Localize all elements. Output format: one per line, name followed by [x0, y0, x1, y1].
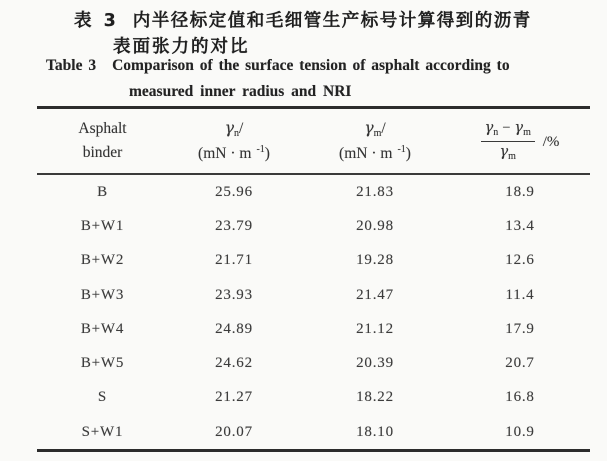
cell-gamma-m: 21.47: [356, 286, 394, 303]
table-row: [37, 175, 590, 209]
cell-gamma-m: 21.12: [356, 320, 394, 337]
fraction-numerator: [481, 120, 535, 142]
caption-en-label: Table 3: [46, 57, 97, 74]
percent-suffix: /%: [542, 134, 560, 151]
slash: /: [381, 120, 386, 138]
cell-diff-pct: 18.9: [505, 183, 535, 200]
caption-zh-line1: [74, 7, 532, 32]
cell-gamma-n: 20.07: [215, 423, 253, 440]
caption-zh-text: 内半径标定值和毛细管生产标号计算得到的沥青: [132, 11, 532, 31]
cell-gamma-m: 18.22: [356, 389, 394, 406]
cell-binder: S: [97, 389, 108, 406]
cell-gamma-m: 19.28: [356, 252, 394, 269]
unit-text: (mN · m: [339, 144, 393, 162]
table-row: [37, 415, 590, 449]
table-row: [37, 381, 590, 415]
header-line: [300, 116, 450, 142]
table-row: [37, 346, 590, 380]
caption-en-line1: [46, 57, 510, 75]
cell-gamma-n: 21.27: [215, 389, 253, 406]
cell-diff-pct: 16.8: [505, 389, 535, 406]
cell-binder: B+W3: [80, 286, 125, 303]
fraction: [481, 120, 535, 162]
col-header-gamma-m: [300, 116, 450, 166]
cell-gamma-m: 20.39: [356, 355, 394, 372]
gamma-subscript: m: [523, 127, 531, 138]
cell-gamma-n: 21.71: [215, 252, 253, 269]
caption-en-line2: measured inner radius and NRI: [129, 83, 352, 100]
gamma-subscript: n: [493, 127, 499, 138]
cell-diff-pct: 17.9: [505, 320, 535, 337]
gamma-subscript: m: [373, 128, 382, 140]
caption-en-text: Comparison of the surface tension of asphalt according to: [112, 57, 510, 74]
unit-close: ): [405, 144, 411, 162]
header-line: [168, 116, 300, 142]
gamma-symbol: γ: [484, 120, 494, 136]
unit-exponent: -1: [256, 143, 265, 155]
gamma-symbol: γ: [364, 119, 374, 138]
gamma-subscript: m: [508, 150, 516, 162]
gamma-symbol: γ: [514, 120, 524, 136]
caption-zh-line2: 表面张力的对比: [113, 37, 250, 57]
cell-gamma-n: 25.96: [215, 183, 253, 200]
header-unit: [168, 142, 300, 166]
table-row: [37, 244, 590, 278]
caption-zh-label: 表 3: [74, 11, 119, 31]
slash: /: [238, 120, 244, 138]
col-header-relative-difference: [450, 120, 590, 162]
header-line: Asphalt: [78, 119, 127, 137]
cell-binder: B+W2: [80, 252, 125, 269]
table-rule-bottom: [37, 449, 590, 452]
cell-diff-pct: 10.9: [505, 423, 535, 440]
cell-diff-pct: 11.4: [505, 286, 535, 303]
fraction-denominator: [481, 142, 535, 163]
table-header-row: [37, 109, 590, 173]
table-row: [37, 209, 590, 243]
cell-binder: B+W1: [80, 217, 125, 234]
cell-gamma-m: 18.10: [356, 423, 394, 440]
cell-binder: S+W1: [81, 423, 124, 440]
unit-exponent: -1: [397, 143, 406, 155]
cell-diff-pct: 12.6: [505, 252, 535, 269]
data-table: [37, 106, 590, 452]
gamma-symbol: γ: [224, 119, 234, 138]
unit-text: (mN · m: [198, 144, 252, 162]
cell-diff-pct: 13.4: [505, 217, 535, 234]
table-row: [37, 278, 590, 312]
header-line: binder: [82, 144, 123, 161]
cell-gamma-n: 23.93: [215, 286, 253, 303]
table-body: [37, 175, 590, 449]
gamma-symbol: γ: [499, 143, 509, 160]
cell-binder: B+W5: [80, 355, 125, 372]
cell-gamma-n: 23.79: [215, 217, 253, 234]
minus-sign: −: [502, 120, 511, 136]
cell-gamma-n: 24.89: [215, 320, 253, 337]
header-unit: [300, 142, 450, 166]
cell-gamma-m: 21.83: [356, 183, 394, 200]
col-header-asphalt-binder: [37, 117, 168, 165]
col-header-gamma-n: [168, 116, 300, 166]
unit-close: ): [264, 144, 270, 162]
cell-gamma-n: 24.62: [215, 355, 253, 372]
cell-diff-pct: 20.7: [505, 355, 535, 372]
cell-binder: B+W4: [80, 320, 125, 337]
table-row: [37, 312, 590, 346]
cell-gamma-m: 20.98: [356, 217, 394, 234]
gamma-subscript: n: [233, 128, 239, 140]
cell-binder: B: [97, 183, 108, 200]
